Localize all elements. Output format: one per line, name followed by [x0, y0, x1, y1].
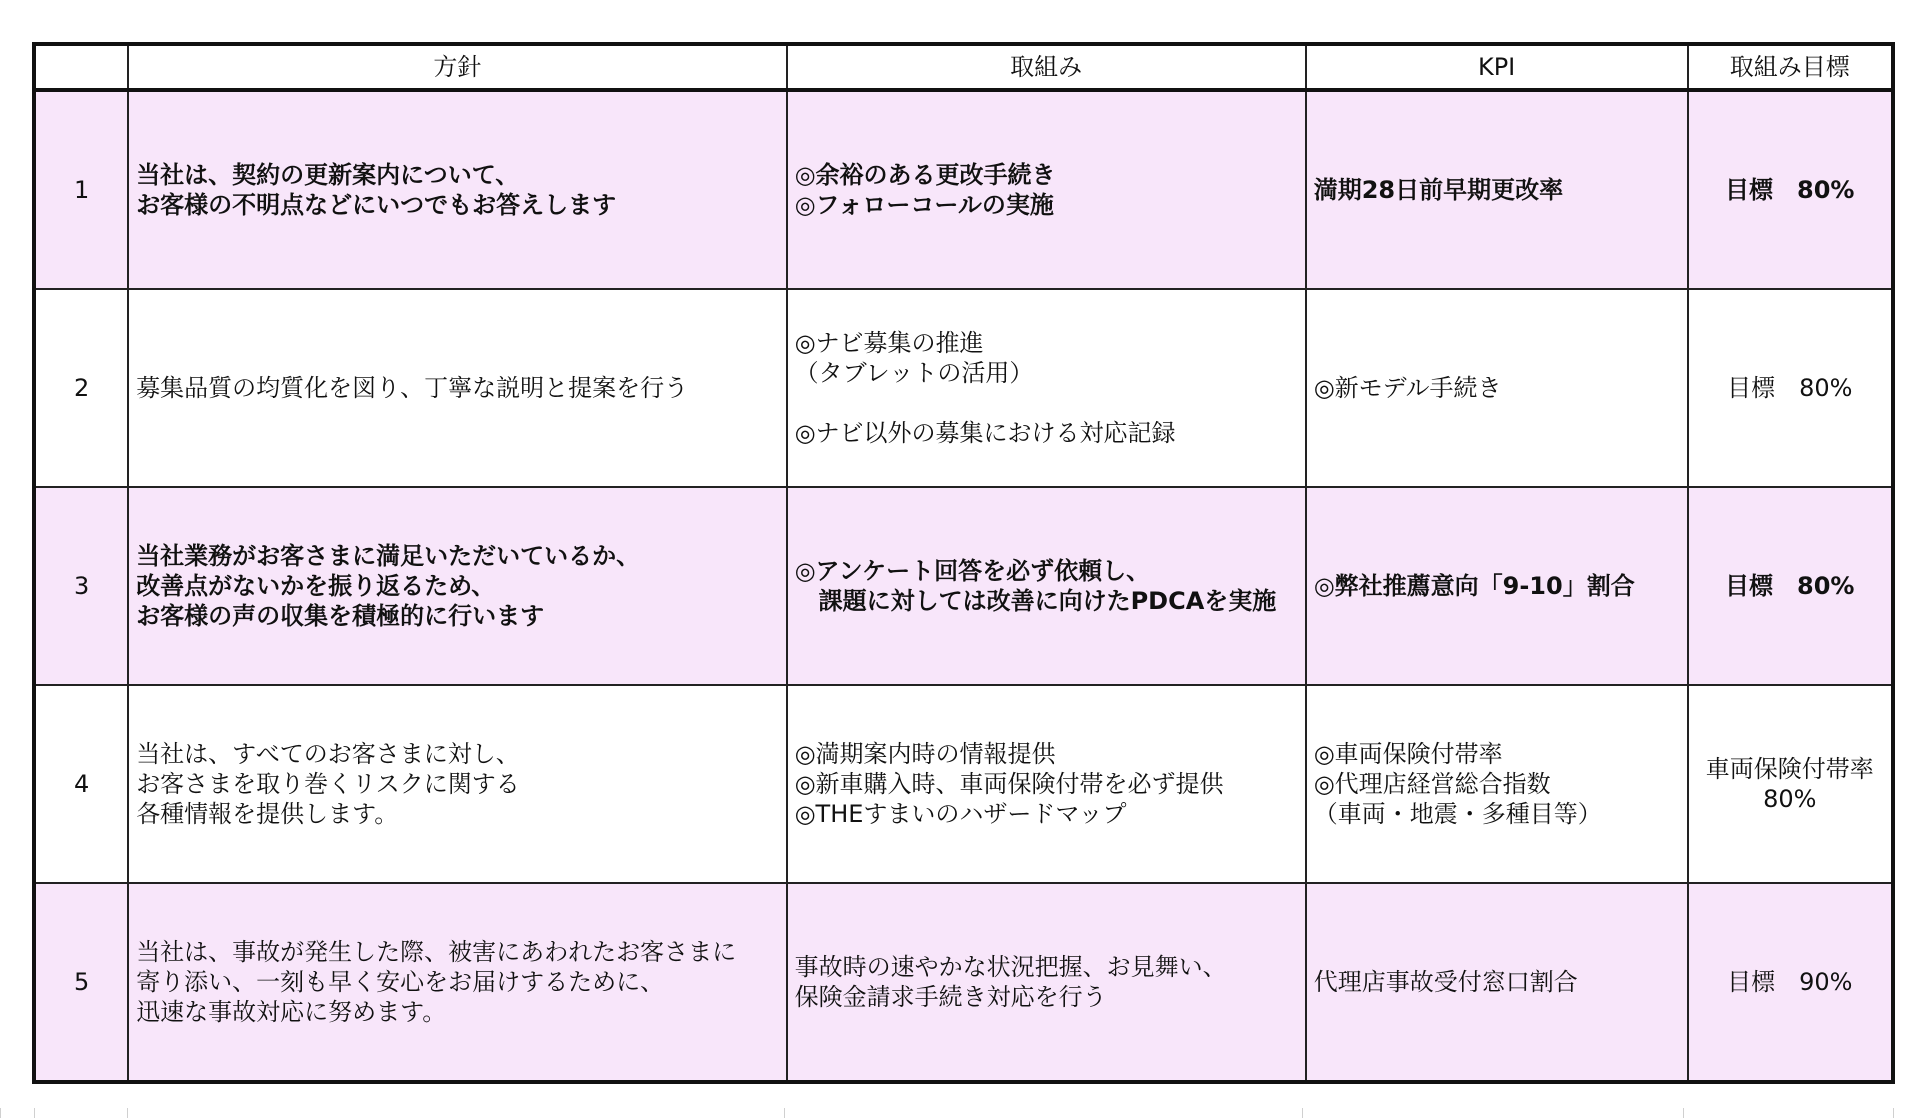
action-cell: 事故時の速やかな状況把握、お見舞い、 保険金請求手続き対応を行う — [787, 883, 1306, 1082]
gridline-tick — [1683, 1108, 1684, 1118]
gridline-tick — [1302, 1108, 1303, 1118]
header-cell-kpi: KPI — [1306, 44, 1688, 90]
gridline-tick — [784, 1108, 785, 1118]
table-row — [34, 883, 1893, 1082]
gridline-tick — [34, 1108, 35, 1118]
header-cell-policy: 方針 — [128, 44, 786, 90]
action-cell: ◎余裕のある更改手続き ◎フォローコールの実施 — [787, 90, 1306, 289]
action-cell: ◎アンケート回答を必ず依頼し、 課題に対しては改善に向けたPDCAを実施 — [787, 487, 1306, 685]
table-row — [34, 90, 1893, 289]
policy-table-sheet — [32, 42, 1895, 1084]
action-cell: ◎満期案内時の情報提供 ◎新車購入時、車両保険付帯を必ず提供 ◎THEすまいのハザードマップ — [787, 685, 1306, 883]
table-row — [34, 487, 1893, 685]
policy-cell: 当社は、事故が発生した際、被害にあわれたお客さまに 寄り添い、一刻も早く安心をお届けするために、 迅速な事故対応に努めます。 — [128, 883, 786, 1082]
row-number: 4 — [34, 685, 128, 883]
target-cell: 目標 80% — [1688, 487, 1893, 685]
kpi-cell: ◎車両保険付帯率 ◎代理店経営総合指数 （車両・地震・多種目等） — [1306, 685, 1688, 883]
table-row — [34, 685, 1893, 883]
kpi-cell: ◎弊社推薦意向「9-10」割合 — [1306, 487, 1688, 685]
row-number: 2 — [34, 289, 128, 487]
target-cell: 目標 90% — [1688, 883, 1893, 1082]
kpi-cell: 代理店事故受付窓口割合 — [1306, 883, 1688, 1082]
gridline-tick — [1893, 1108, 1894, 1118]
policy-cell: 当社業務がお客さまに満足いただいているか、 改善点がないかを振り返るため、 お客様の声の収集を積極的に行います — [128, 487, 786, 685]
target-cell: 目標 80% — [1688, 289, 1893, 487]
target-cell: 目標 80% — [1688, 90, 1893, 289]
row-number: 3 — [34, 487, 128, 685]
policy-cell: 当社は、すべてのお客さまに対し、 お客さまを取り巻くリスクに関する 各種情報を提供します。 — [128, 685, 786, 883]
header-cell-action: 取組み — [787, 44, 1306, 90]
target-cell: 車両保険付帯率 80% — [1688, 685, 1893, 883]
row-number: 1 — [34, 90, 128, 289]
row-number: 5 — [34, 883, 128, 1082]
gridline-tick — [0, 1108, 1, 1118]
policy-cell: 募集品質の均質化を図り、丁寧な説明と提案を行う — [128, 289, 786, 487]
action-cell: ◎ナビ募集の推進 （タブレットの活用） ◎ナビ以外の募集における対応記録 — [787, 289, 1306, 487]
kpi-cell: ◎新モデル手続き — [1306, 289, 1688, 487]
gridline-tick — [127, 1108, 128, 1118]
header-row — [34, 44, 1893, 90]
kpi-cell: 満期28日前早期更改率 — [1306, 90, 1688, 289]
table-row — [34, 289, 1893, 487]
header-cell-target: 取組み目標 — [1688, 44, 1893, 90]
policy-table — [32, 42, 1895, 1084]
policy-cell: 当社は、契約の更新案内について、 お客様の不明点などにいつでもお答えします — [128, 90, 786, 289]
header-cell-no — [34, 44, 128, 90]
